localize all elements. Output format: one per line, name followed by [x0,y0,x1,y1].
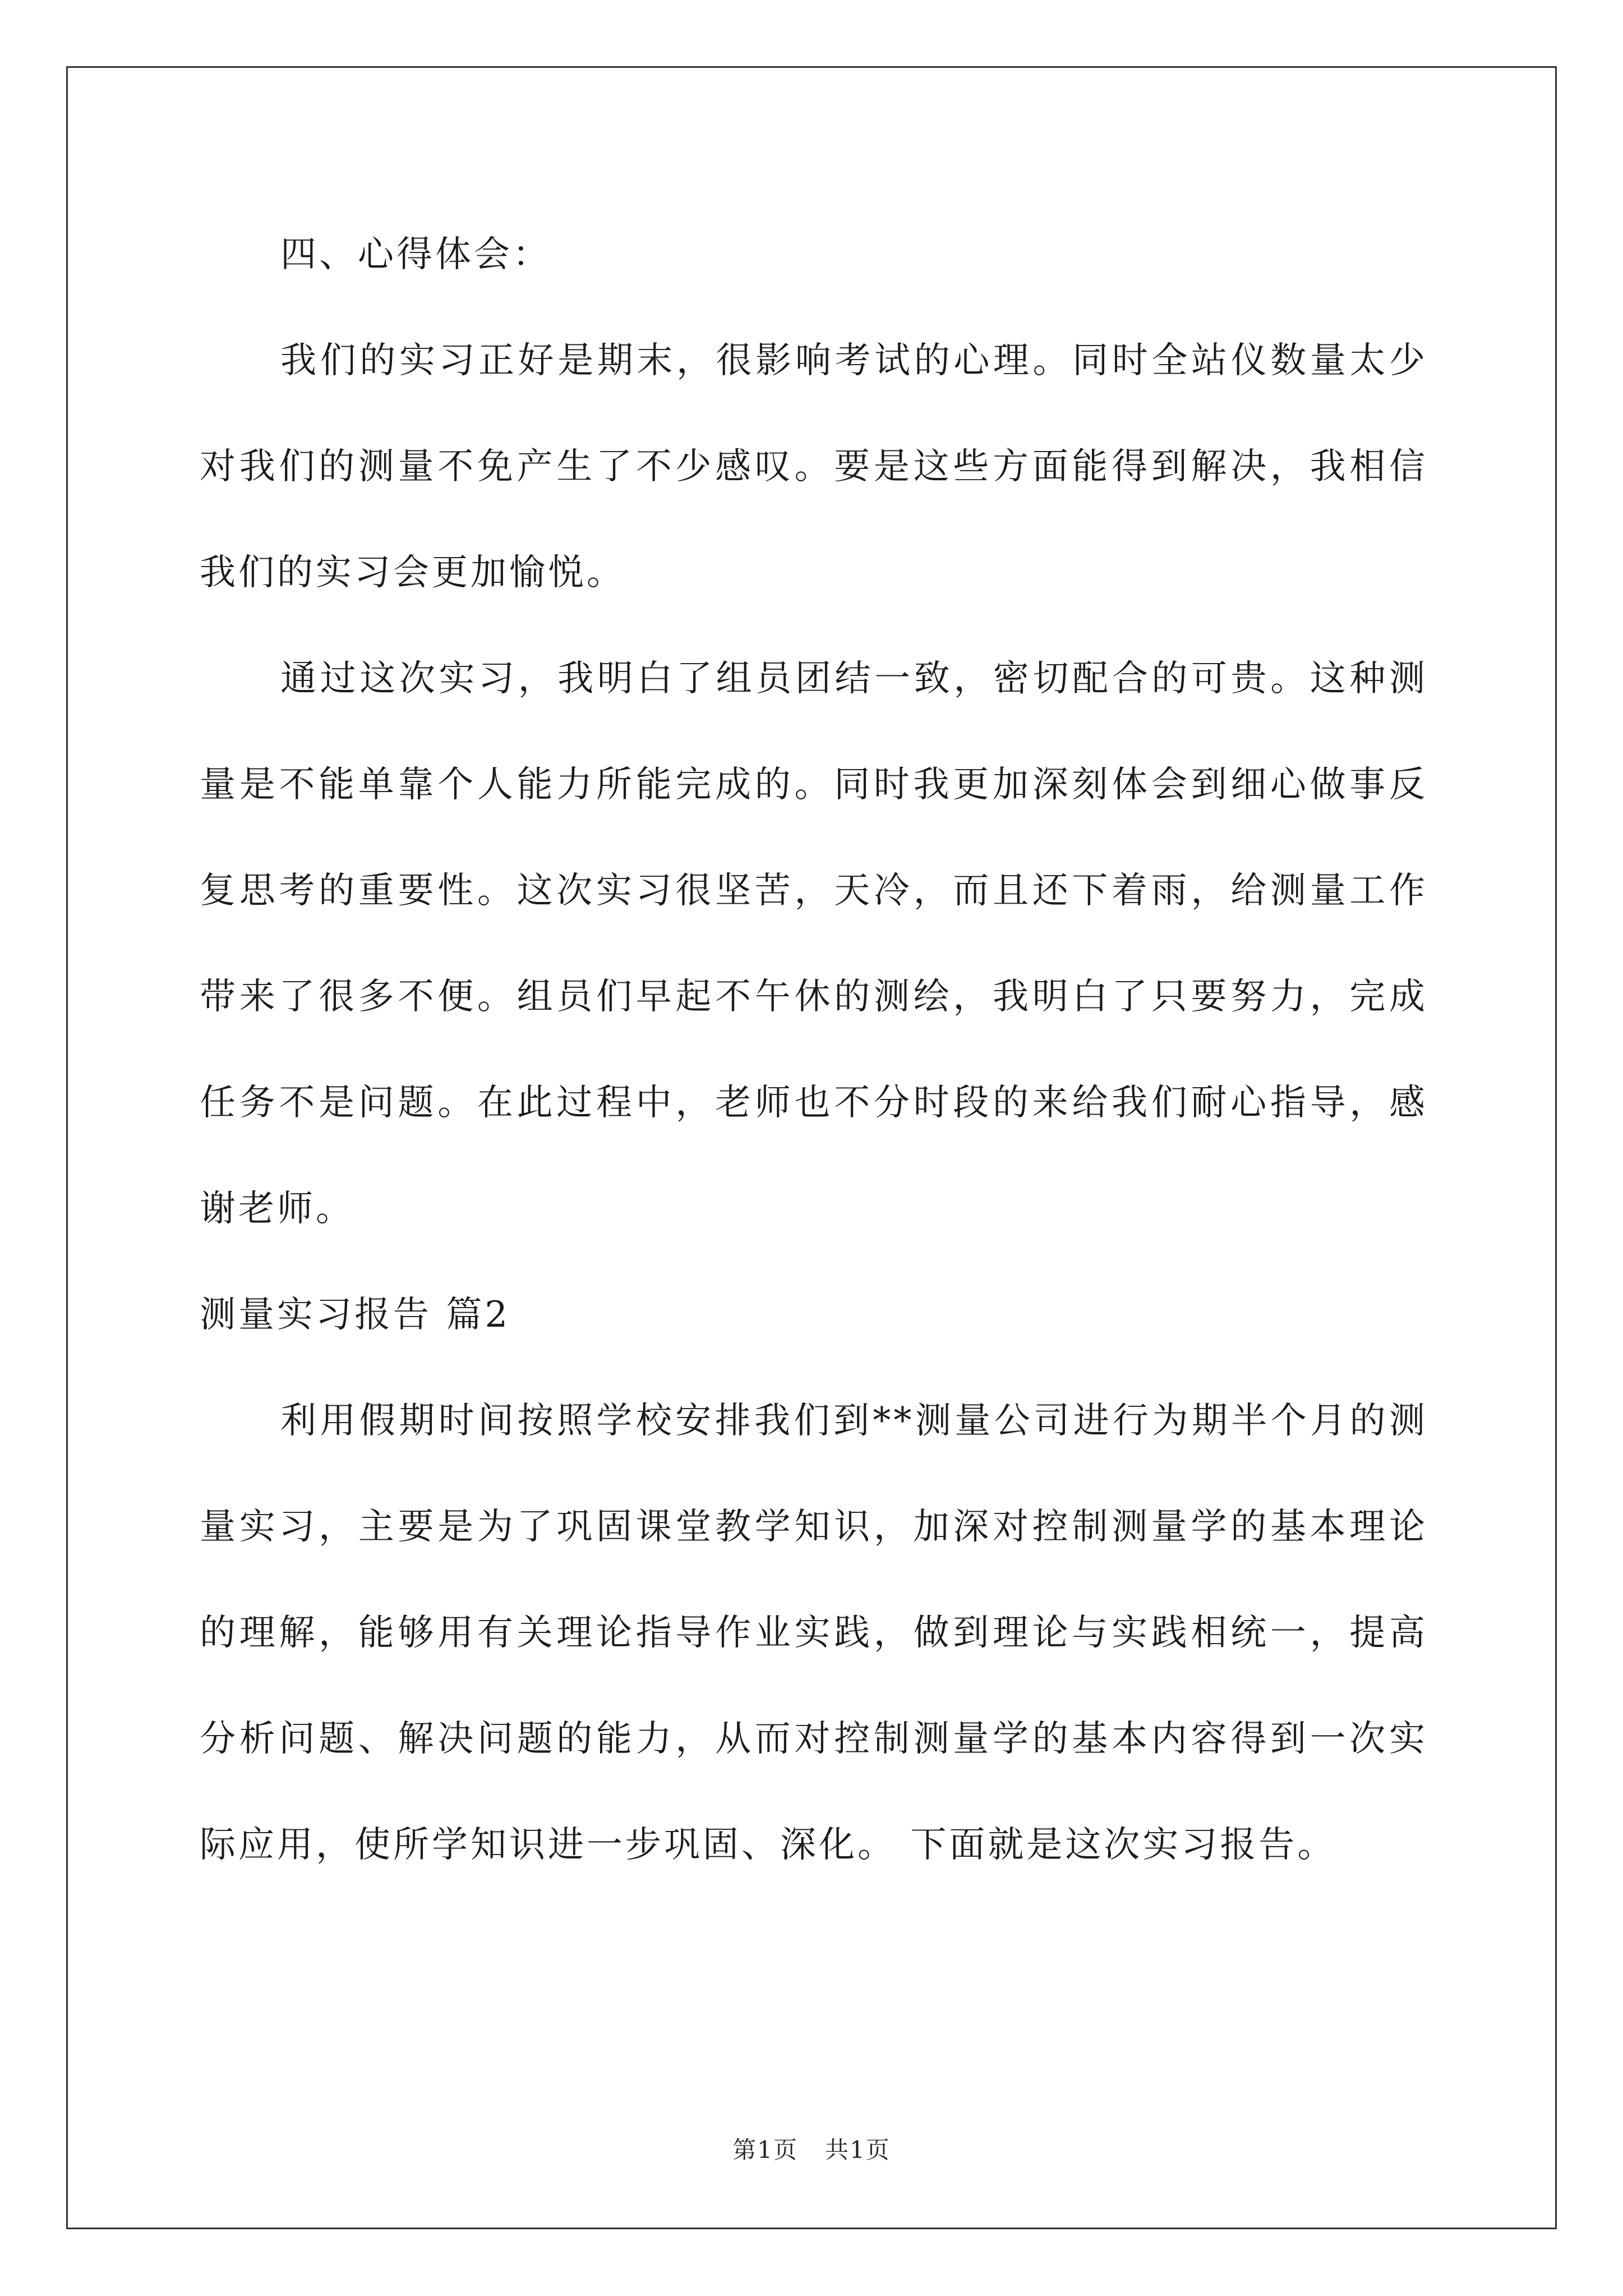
paragraph-1: 我们的实习正好是期末，很影响考试的心理。同时全站仪数量太少对我们的测量不免产生了不少感叹。要是这些方面能得到解决，我相信我们的实习会更加愉悦。 [200,340,1428,593]
page-footer [0,2132,1623,2165]
section2-title: 测量实习报告 篇2 [200,1294,511,1336]
section2-paragraph-1: 利用假期时间按照学校安排我们到**测量公司进行为期半个月的测量实习，主要是为了巩固课堂教学知识，加深对控制测量学的基本理论的理解，能够用有关理论指导作业实践，做到理论与实践相统一，提高分析问题、解决问题的能力，从而对控制测量学的基本内容得到一次实际应用，使所学知识进一步巩固、深化。 下面就是这次实习报告。 [200,1400,1428,1866]
paragraph-2: 通过这次实习，我明白了组员团结一致，密切配合的可贵。这种测量是不能单靠个人能力所能完成的。同时我更加深刻体会到细心做事反复思考的重要性。这次实习很坚苦，天冷，而且还下着雨，给测量工作带来了很多不便。组员们早起不午休的测绘，我明白了只要努力，完成任务不是问题。在此过程中，老师也不分时段的来给我们耐心指导，感谢老师。 [200,658,1428,1230]
document-body [200,202,1428,1898]
section-heading: 四、心得体会： [280,234,551,275]
page-total: 共1页 [825,2136,891,2164]
page-number: 第1页 [732,2136,798,2164]
